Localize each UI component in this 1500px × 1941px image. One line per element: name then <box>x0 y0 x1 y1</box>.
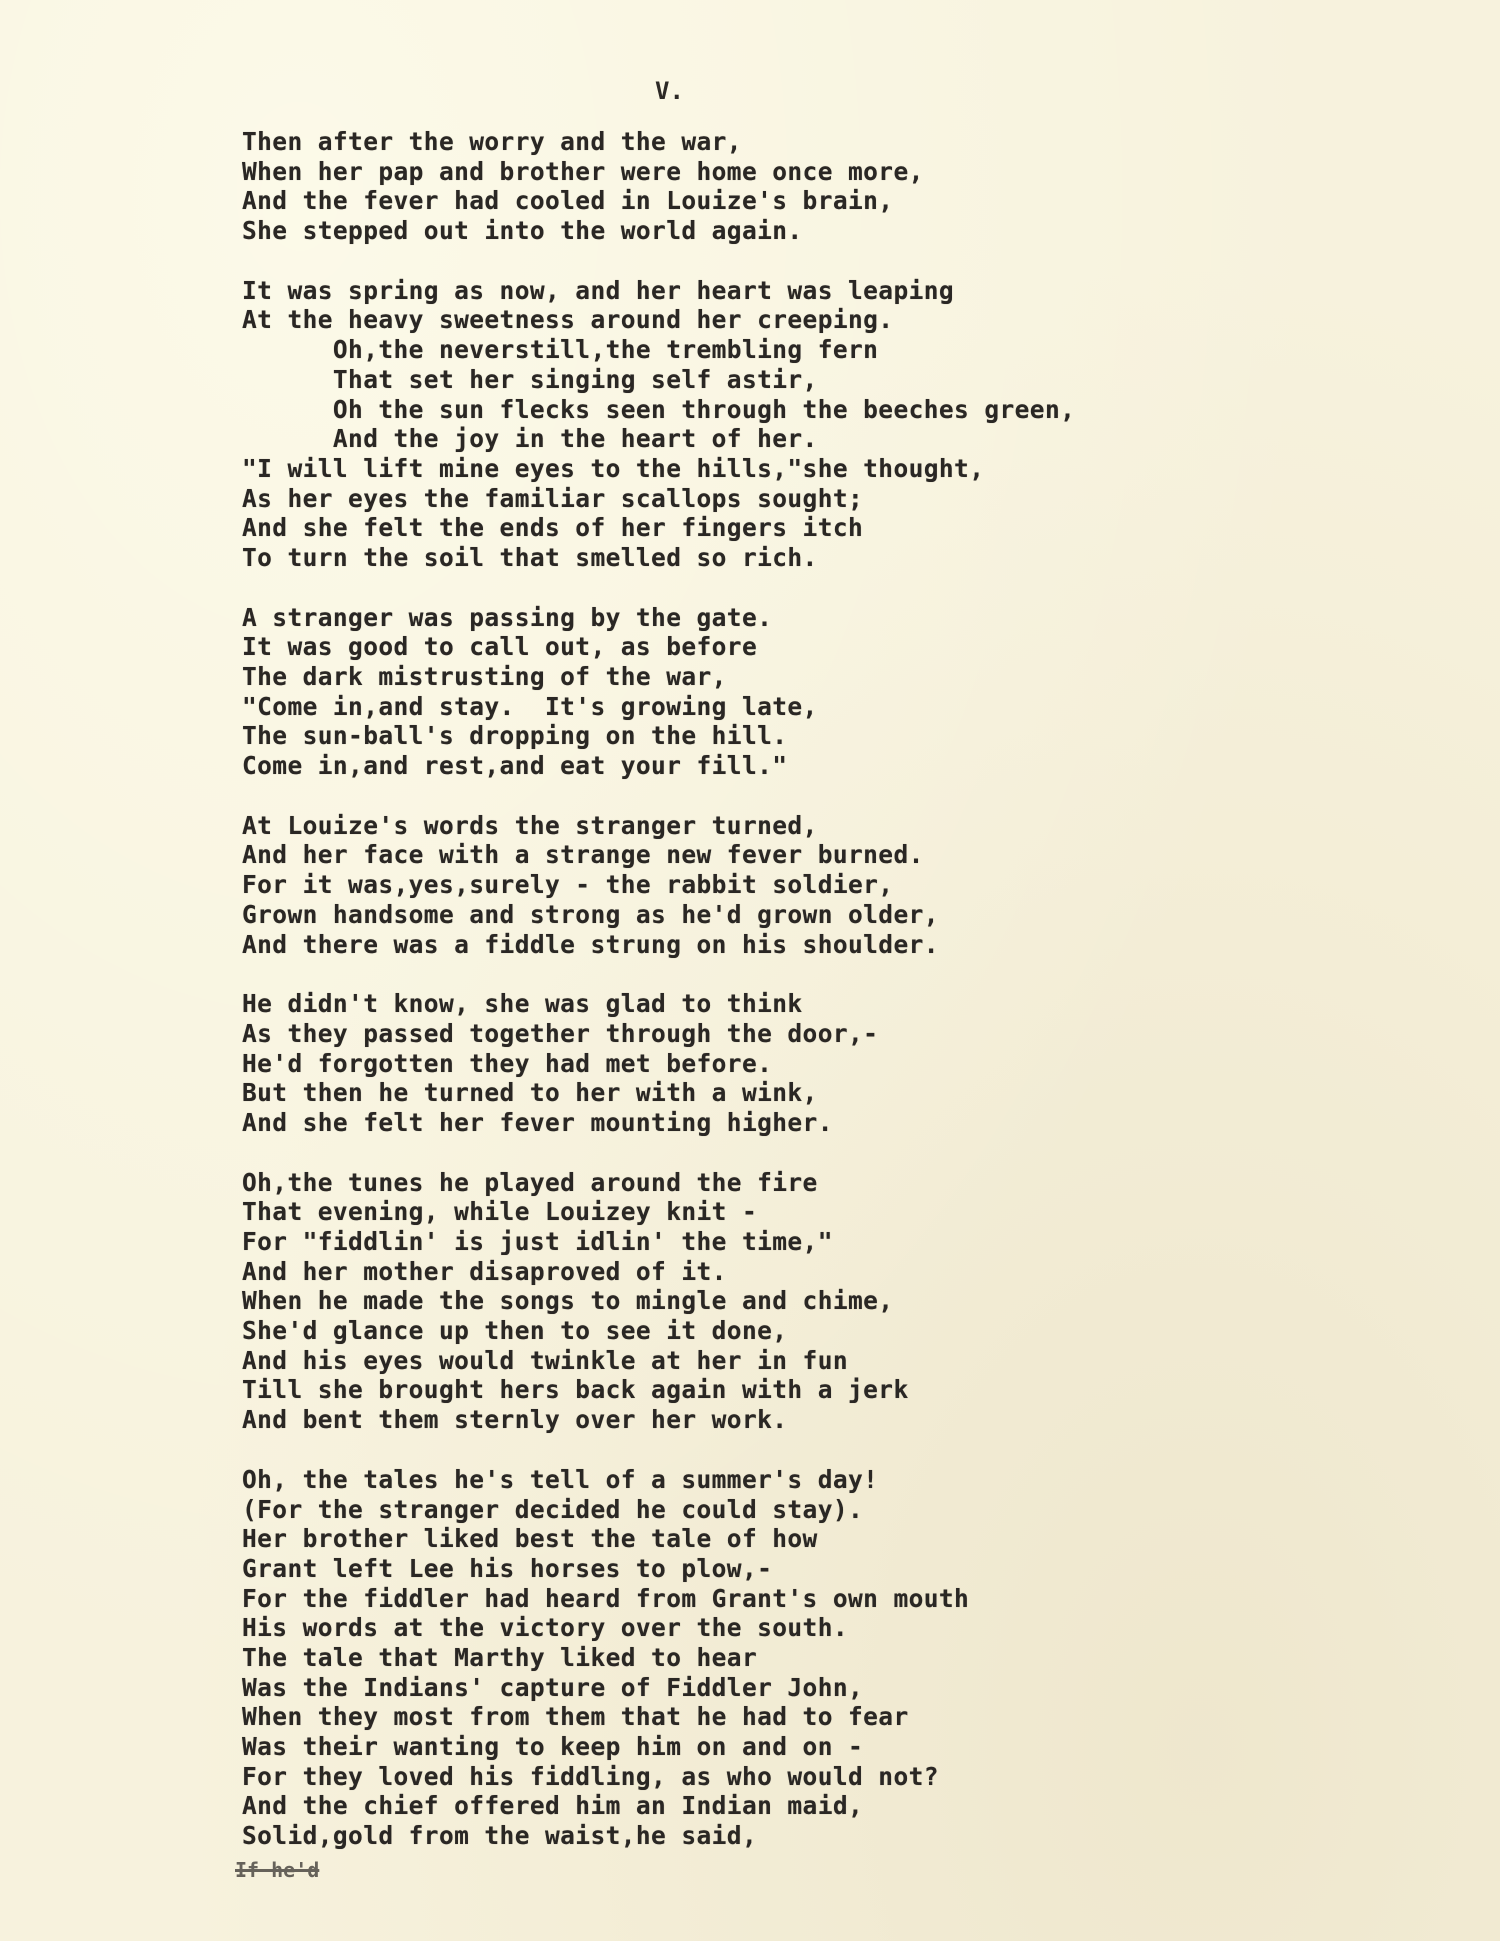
stanza <box>242 603 1482 781</box>
poem-line: And bent them sternly over her work. <box>242 1405 788 1435</box>
poem-line: For the fiddler had heard from Grant's own mouth <box>242 1583 970 1613</box>
poem-line: She'd glance up then to see it done, <box>242 1316 788 1346</box>
poem-line: As they passed together through the door,- <box>242 1018 879 1048</box>
poem-line: For it was,yes,surely - the rabbit soldier, <box>242 870 894 900</box>
poem-line: Solid,gold from the waist,he said, <box>242 1821 758 1851</box>
poem-line: He didn't know, she was glad to think <box>242 989 803 1019</box>
poem-line: His words at the victory over the south. <box>242 1613 849 1643</box>
poem-line: And the joy in the heart of her. <box>242 424 818 454</box>
poem-line: It was good to call out, as before <box>242 632 758 662</box>
poem-line: "I will lift mine eyes to the hills,"she thought, <box>242 453 985 483</box>
poem-line: And her face with a strange new fever burned. <box>242 840 924 870</box>
stanza <box>242 811 1482 959</box>
poem-line: And his eyes would twinkle at her in fun <box>242 1345 849 1375</box>
poem-line: She stepped out into the world again. <box>242 216 803 246</box>
poem-line: And she felt the ends of her fingers itch <box>242 513 864 543</box>
poem-line: But then he turned to her with a wink, <box>242 1078 818 1108</box>
poem-line: Grant left Lee his horses to plow,- <box>242 1553 773 1583</box>
poem-line: The sun-ball's dropping on the hill. <box>242 721 788 751</box>
poem-line: For they loved his fiddling, as who would not? <box>242 1761 939 1791</box>
poem-line: Till she brought hers back again with a jerk <box>242 1375 909 1405</box>
poem-line: Was the Indians' capture of Fiddler John, <box>242 1672 864 1702</box>
poem-line: And there was a fiddle strung on his shoulder. <box>242 929 939 959</box>
poem-line: Oh, the tales he's tell of a summer's day! <box>242 1464 879 1494</box>
stanza <box>242 1168 1482 1435</box>
poem-line: Was their wanting to keep him on and on - <box>242 1732 864 1761</box>
poem-line: To turn the soil that smelled so rich. <box>242 542 818 572</box>
poem-line: A stranger was passing by the gate. <box>242 602 773 632</box>
page-number: V. <box>655 77 684 105</box>
poem-line: Grown handsome and strong as he'd grown older, <box>242 899 939 929</box>
struck-out-text: If he'd <box>235 1858 320 1882</box>
poem-line: That evening, while Louizey knit - <box>242 1197 758 1227</box>
poem-line: When her pap and brother were home once more, <box>242 156 924 186</box>
poem-line: That set her singing self astir, <box>242 364 818 394</box>
poem-line: And the fever had cooled in Louize's brain, <box>242 186 894 216</box>
poem-line: "Come in,and stay. It's growing late, <box>242 691 818 721</box>
poem-line: The dark mistrusting of the war, <box>242 662 727 691</box>
poem-line: And she felt her fever mounting higher. <box>242 1107 833 1137</box>
stanza <box>242 127 1482 246</box>
stanza <box>242 276 1482 573</box>
poem-line: And the chief offered him an Indian maid, <box>242 1791 864 1821</box>
poem-line: Oh the sun flecks seen through the beeches green, <box>242 394 1076 424</box>
stanza <box>242 1465 1482 1851</box>
poem-line: It was spring as now, and her heart was leaping <box>242 275 955 305</box>
poem-body <box>242 127 1482 1881</box>
poem-line: At Louize's words the stranger turned, <box>242 810 818 840</box>
poem-line: And her mother disaproved of it. <box>242 1256 727 1286</box>
poem-line: The tale that Marthy liked to hear <box>242 1642 758 1672</box>
poem-line: For "fiddlin' is just idlin' the time," <box>242 1227 833 1256</box>
poem-line: As her eyes the familiar scallops sought; <box>242 483 864 513</box>
poem-line: Then after the worry and the war, <box>242 127 742 156</box>
poem-line: (For the stranger decided he could stay). <box>242 1494 864 1524</box>
poem-line: When he made the songs to mingle and chime, <box>242 1286 894 1316</box>
poem-line: At the heavy sweetness around her creeping. <box>242 305 894 335</box>
poem-line: He'd forgotten they had met before. <box>242 1048 773 1078</box>
poem-line: Oh,the neverstill,the trembling fern <box>242 335 879 365</box>
stanza <box>242 989 1482 1137</box>
poem-line: Oh,the tunes he played around the fire <box>242 1167 818 1197</box>
poem-line: Her brother liked best the tale of how <box>242 1524 818 1554</box>
poem-line: Come in,and rest,and eat your fill." <box>242 751 788 781</box>
poem-line: When they most from them that he had to fear <box>242 1702 909 1732</box>
